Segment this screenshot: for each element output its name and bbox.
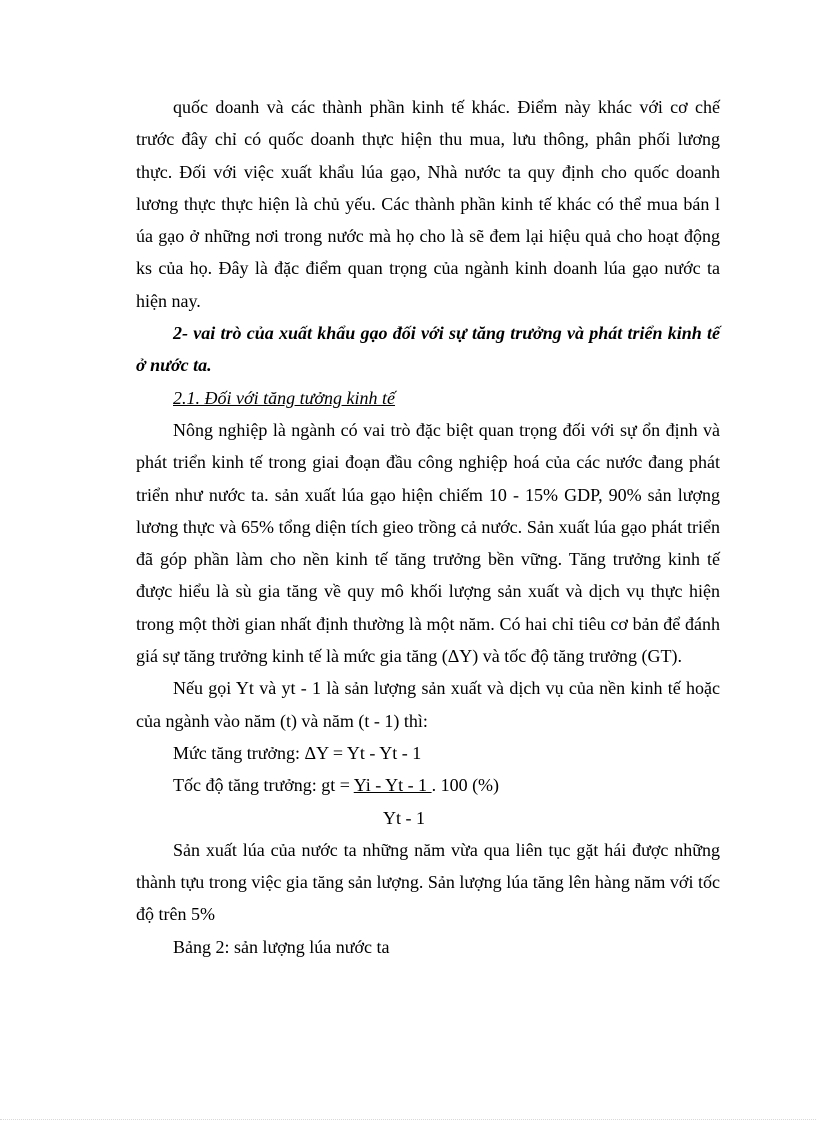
paragraph-definition: Nếu gọi Yt và yt - 1 là sản lượng sản xuất và dịch vụ của nền kinh tế hoặc của ngành vào năm (t) và năm (t - 1) thì: [136,678,720,731]
formula-rate-prefix: Tốc độ tăng trưởng: gt = [173,775,354,796]
formula-growth-rate [136,769,720,801]
paragraph-agriculture: Nông nghiệp là ngành có vai trò đặc biệt quan trọng đối với sự ổn định và phát triển kinh tế trong giai đoạn đầu công nghiệp hoá của các nước đang phát triển như nước ta. sản xuất lúa gạo hiện chiếm 10 - 15% GDP, 90% sản lượng lương thực và 65% tổng diện tích gieo trồng cả nước. Sản xuất lúa gạo phát triển đã góp phần làm cho nền kinh tế tăng trưởng bền vững. Tăng trưởng kinh tế được hiểu là sù gia tăng về quy mô khối lượng sản xuất và dịch vụ thực hiện trong một thời gian nhất định thường là một năm. Có hai chỉ tiêu cơ bản để đánh giá sự tăng trưởng kinh tế là mức gia tăng (ΔY) và tốc độ tăng trưởng (GT). [136,419,720,667]
page-footer-divider [0,1119,816,1120]
formula-rate-numerator: Yi - Yt - 1 [353,775,432,796]
table-caption: Bảng 2: sản lượng lúa nước ta [173,936,390,957]
formula-growth-level: Mức tăng trưởng: ΔY = Yt - Yt - 1 [173,742,422,763]
paragraph-intro: quốc doanh và các thành phần kinh tế khác. Điểm này khác với cơ chế trước đây chỉ có quốc doanh thực hiện thu mua, lưu thông, phân phối lương thực. Đối với việc xuất khẩu lúa gạo, Nhà nước ta quy định cho quốc doanh lương thực thực hiện là chủ yếu. Các thành phần kinh tế khác có thể mua bán l úa gạo ở những nơi trong nước mà họ cho là sẽ đem lại hiệu quả cho hoạt động ks của họ. Đây là đặc điểm quan trọng của ngành kinh doanh lúa gạo nước ta hiện nay. [136,97,720,311]
section-heading-2: 2- vai trò của xuất khẩu gạo đối với sự tăng trưởng và phát triển kinh tế ở nước ta. [136,323,720,376]
formula-rate-denominator: Yt - 1 [383,807,425,828]
formula-rate-suffix: . 100 (%) [431,775,500,796]
subsection-heading-2-1: 2.1. Đối với tăng tưởng kinh tế [173,387,396,408]
body-text [136,91,720,963]
paragraph-output: Sản xuất lúa của nước ta những năm vừa qua liên tục gặt hái được những thành tựu trong việc gia tăng sản lượng. Sản lượng lúa tăng lên hàng năm với tốc độ trên 5% [136,839,720,925]
